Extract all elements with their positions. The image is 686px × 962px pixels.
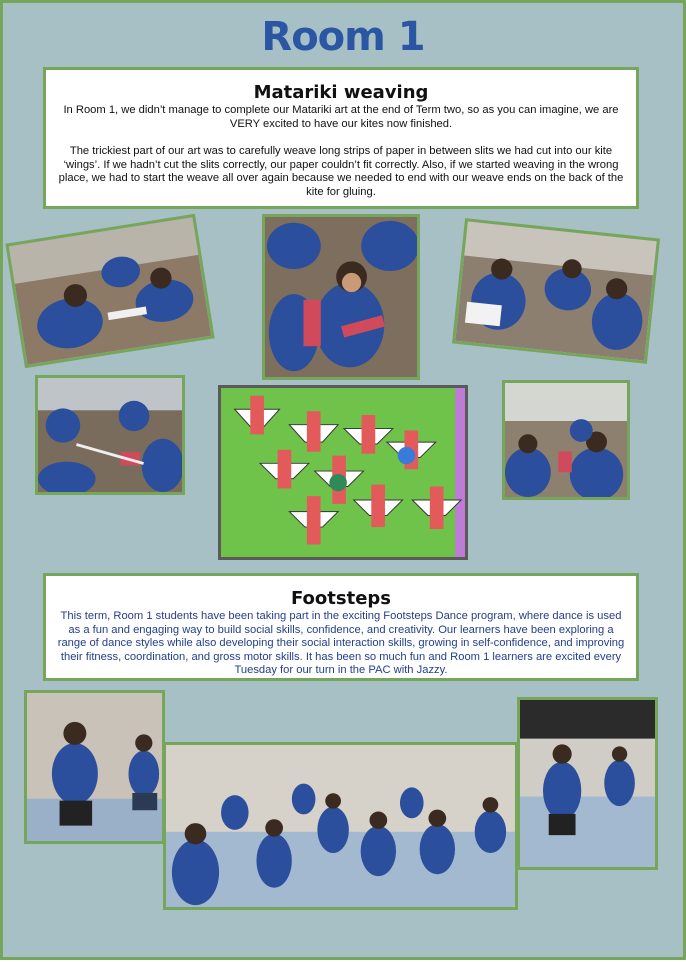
matariki-paragraph-1: In Room 1, we didn’t manage to complete our Matariki art at the end of Term two, so as you can imagine, we are VERY excited to have our kites now finished. [63, 104, 619, 130]
dance-photo-1 [24, 690, 165, 844]
matariki-text-box [43, 67, 639, 209]
footsteps-text-box [43, 573, 639, 681]
weaving-photo-3 [452, 218, 660, 364]
page-title: Room 1 [261, 14, 425, 60]
dance-photo-3 [517, 697, 658, 870]
matariki-heading: Matariki weaving [253, 82, 429, 103]
weaving-photo-5 [502, 380, 630, 500]
dance-photo-2 [163, 742, 518, 910]
footsteps-paragraph: This term, Room 1 students have been taking part in the exciting Footsteps Dance program, where dance is used as a fun and engaging way to build social skills, confidence, and creativity. Our learners have been exploring a range of dance styles while also developing their social interaction skills, growing in self-confidence, and improving their fitness, coordination, and gross motor skills. It has been so much fun and Room 1 learners are excited every Tuesday for our turn in the PAC with Jazzy. [57, 610, 625, 676]
kites-artwork-photo [218, 385, 468, 560]
weaving-photo-2 [262, 214, 420, 380]
matariki-paragraph-2: The trickiest part of our art was to carefully weave long strips of paper in between slits we had cut into our kite ‘wings’. If we hadn’t cut the slits correctly, our paper couldn’t fit correctly. Also, if we started weaving in the wrong place, we had to start the weave all over again because we needed to end with our weave ends on the back of the kite for gluing. [58, 145, 624, 198]
weaving-photo-4 [35, 375, 185, 495]
footsteps-heading: Footsteps [290, 588, 392, 609]
